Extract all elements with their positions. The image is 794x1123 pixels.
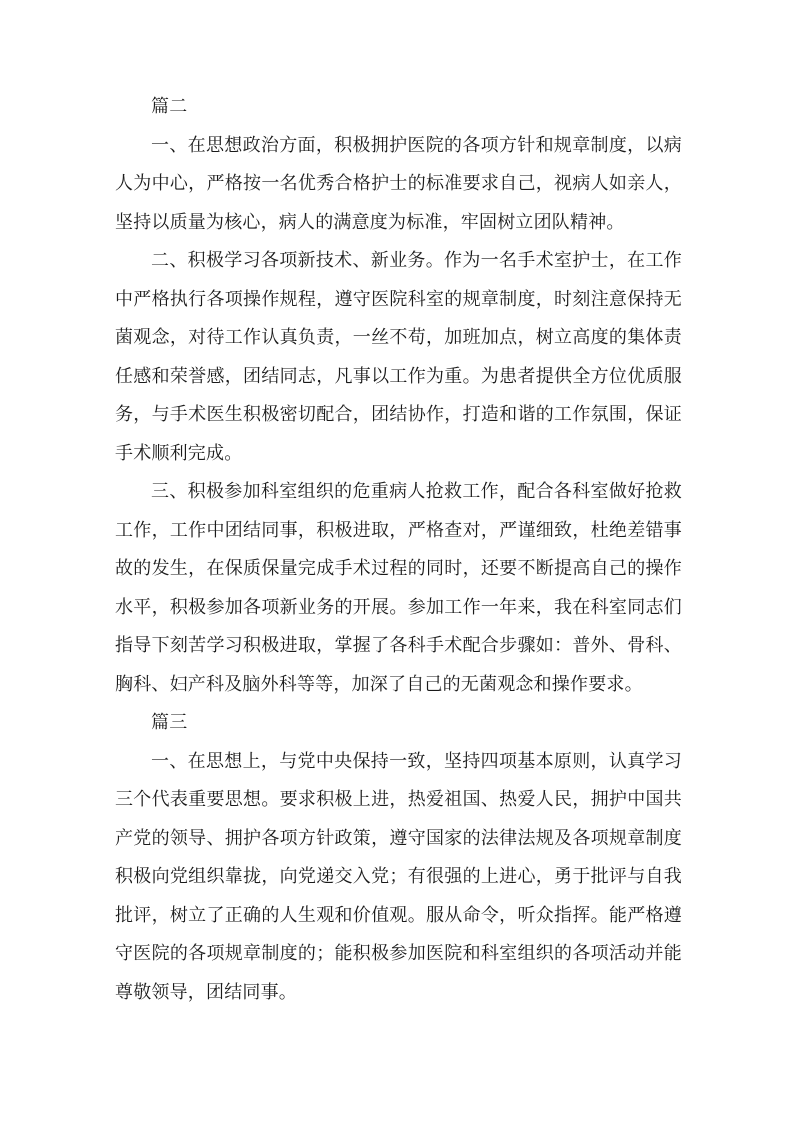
section-heading-two: 篇二 [151,96,188,117]
section-heading-three: 篇三 [151,712,188,733]
paragraph-two-1: 一、在思想政治方面，积极拥护医院的各项方针和规章制度，以病人为中心，严格按一名优秀合格护士的标准要求自己，视病人如亲人，坚持以质量为核心，病人的满意度为标准，牢固树立团队精神。 [115,134,682,233]
paragraph-two-3: 三、积极参加科室组织的危重病人抢救工作，配合各科室做好抢救工作，工作中团结同事，积极进取，严格查对，严谨细致，杜绝差错事故的发生，在保质保量完成手术过程的同时，还要不断提高自己的操作水平，积极参加各项新业务的开展。参加工作一年来，我在科室同志们指导下刻苦学习积极进取，掌握了各科手术配合步骤如：普外、骨科、胸科、妇产科及脑外科等等，加深了自己的无菌观念和操作要求。 [115,481,682,695]
paragraph-two-2: 二、积极学习各项新技术、新业务。作为一名手术室护士，在工作中严格执行各项操作规程，遵守医院科室的规章制度，时刻注意保持无菌观念，对待工作认真负责，一丝不苟，加班加点，树立高度的集体责任感和荣誉感，团结同志，凡事以工作为重。为患者提供全方位优质服务，与手术医生积极密切配合，团结协作，打造和谐的工作氛围，保证手术顺利完成。 [115,250,682,464]
document-body [115,88,682,1012]
paragraph-three-1: 一、在思想上，与党中央保持一致，坚持四项基本原则，认真学习三个代表重要思想。要求积极上进，热爱祖国、热爱人民，拥护中国共产党的领导、拥护各项方针政策，遵守国家的法律法规及各项规章制度积极向党组织靠拢，向党递交入党；有很强的上进心，勇于批评与自我批评，树立了正确的人生观和价值观。服从命令，听众指挥。能严格遵守医院的各项规章制度的；能积极参加医院和科室组织的各项活动并能尊敬领导，团结同事。 [115,750,682,1003]
